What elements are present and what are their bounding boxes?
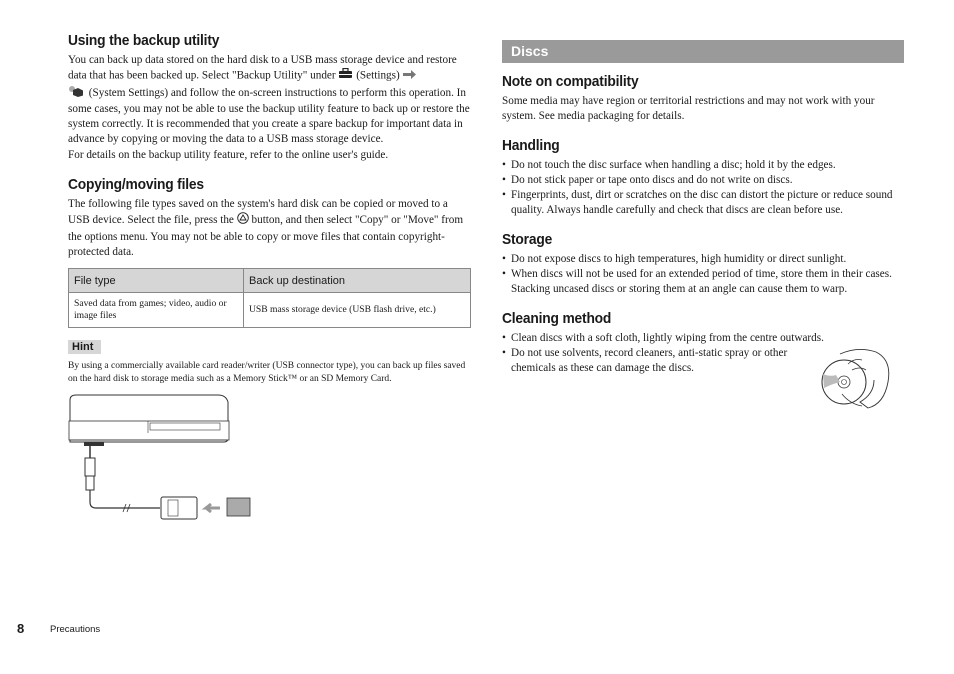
disc-cleaning-illustration bbox=[818, 344, 896, 421]
list-item: • Do not expose discs to high temperatures, high humidity or direct sunlight. bbox=[502, 252, 904, 267]
compat-text: Some media may have region or territorial restrictions and may not work with your system. See media packaging for details. bbox=[502, 95, 875, 123]
table-header-file-type: File type bbox=[69, 269, 244, 293]
cleaning-heading: Cleaning method bbox=[502, 309, 612, 327]
backup-details: For details on the backup utility feature, refer to the online user's guide. bbox=[68, 148, 389, 161]
list-item: • Do not touch the disc surface when handling a disc; hold it by the edges. bbox=[502, 158, 904, 173]
table-cell-file-type: Saved data from games; video, audio or image files bbox=[69, 293, 244, 328]
table-header-destination: Back up destination bbox=[244, 269, 471, 293]
discs-section-title: Discs bbox=[502, 40, 904, 63]
table-row bbox=[69, 293, 471, 328]
list-item: • Do not stick paper or tape onto discs and do not write on discs. bbox=[502, 173, 904, 188]
right-arrow-icon bbox=[403, 69, 416, 84]
ps3-backup-illustration bbox=[68, 394, 258, 527]
storage-heading: Storage bbox=[502, 230, 553, 248]
copying-text-1: The following file types saved on the system's hard disk can be copied or moved to a USB device. Select the file, press the bbox=[68, 198, 448, 227]
file-type-table bbox=[68, 268, 471, 328]
hint-label: Hint bbox=[68, 340, 101, 354]
toolbox-icon bbox=[338, 68, 353, 84]
list-item: • Clean discs with a soft cloth, lightly wiping from the centre outwards. bbox=[502, 331, 904, 346]
footer-section: Precautions bbox=[50, 624, 101, 635]
copying-paragraph bbox=[68, 197, 471, 260]
handling-heading: Handling bbox=[502, 136, 560, 154]
compat-heading: Note on compatibility bbox=[502, 73, 639, 90]
list-item: • Fingerprints, dust, dirt or scratches on the disc can distort the picture or reduce sound quality. Always handle carefully and check that discs are clean before use. bbox=[502, 188, 904, 219]
hint-text: By using a commercially available card reader/writer (USB connector type), you can back up files saved on the hard disk to storage media such as a Memory Stick™ or an SD Memory Card. bbox=[68, 361, 466, 384]
backup-paragraph bbox=[68, 53, 471, 148]
copying-text-2: button, and then select "Copy" or "Move" from the options menu. You may not be able to copy or move files that contain copyright-protected data. bbox=[68, 214, 464, 258]
list-item: • When discs will not be used for an extended period of time, store them in their cases. Stacking uncased discs or storing them at an angle can cause them to warp. bbox=[502, 267, 904, 298]
triangle-button-icon bbox=[237, 212, 249, 229]
backup-text-3: (System Settings) and follow the on-screen instructions to perform this operation. In some cases, you may not be able to use the backup utility feature to back up or restore the system correctly. It is recommended that you create a spare backup for important data in advance by copying or moving the data to a USB mass storage device. bbox=[68, 86, 470, 146]
ps3-system-settings-icon bbox=[68, 85, 86, 102]
page-number: 8 bbox=[17, 621, 25, 636]
backup-heading: Using the backup utility bbox=[68, 32, 220, 49]
backup-text-2: (Settings) bbox=[356, 70, 400, 83]
backup-text-1: You can back up data stored on the hard disk to a USB mass storage device and restore data that has been backed up. Select "Backup Utility" under bbox=[68, 54, 457, 83]
table-header-row bbox=[69, 269, 471, 293]
handling-list bbox=[502, 158, 904, 219]
table-cell-destination: USB mass storage device (USB flash drive, etc.) bbox=[244, 293, 471, 328]
copying-heading: Copying/moving files bbox=[68, 176, 204, 194]
right-column bbox=[502, 40, 904, 377]
storage-list bbox=[502, 252, 904, 298]
list-item: • Do not use solvents, record cleaners, anti-static spray or other chemicals as these can damage the discs. bbox=[502, 346, 791, 377]
left-column bbox=[68, 32, 471, 385]
